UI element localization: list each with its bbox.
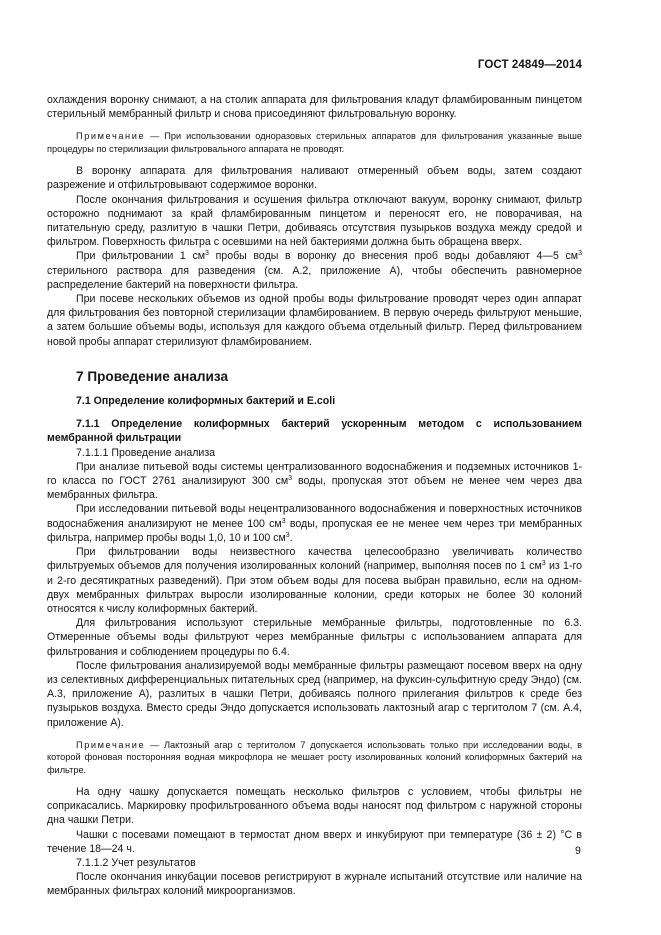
page-number: 9 (575, 845, 581, 857)
paragraph: После фильтрования анализируемой воды мембранные фильтры размещают посевом вверх на одну из селективных дифференциальных питательных сред (например, на фуксин-сульфитную среду Эндо) (см. А.3, приложение А), разлитых в чашки Петри, добиваясь полного прилегания фильтров к среде без пузырьков воздуха. Вместо среды Эндо допускается использовать лактозный агар с тергитолом 7 (см. А.4, приложение А). (47, 659, 582, 729)
text-run: . (289, 531, 293, 544)
paragraph: Чашки с посевами помещают в термостат дном вверх и инкубируют при температуре (36 ± 2) °С в течение 18—24 ч. (47, 828, 582, 855)
section-heading: 7 Проведение анализа (76, 368, 229, 384)
page-header-standard: ГОСТ 24849—2014 (477, 59, 582, 71)
paragraph: В воронку аппарата для фильтрования наливают отмеренный объем воды, затем создают разрежение и отфильтровывают содержимое воронки. (47, 165, 582, 192)
text-run: При фильтровании воды неизвестного качества целесообразно увеличивать количество фильтруемых объемов для получения изолированных колоний (например, выполняя посев по 1 см (47, 546, 582, 573)
paragraph: После окончания инкубации посевов регистрируют в журнале испытаний отсутствие или наличие на мембранных фильтрах колоний микроорганизмов. (47, 871, 582, 898)
paragraph (47, 460, 582, 503)
paragraph: охлаждения воронку снимают, а на столик аппарата для фильтрования кладут фламбированным пинцетом стерильный мембранный фильтр и снова присоединяют фильтровальную воронку. (47, 94, 582, 121)
paragraph: Для фильтрования используют стерильные мембранные фильтры, подготовленные по 6.3. Отмеренные объемы воды фильтруют через мембранные фильтры с использованием аппарата для фильтрования и соблюдением процедуры по 6.4. (47, 617, 582, 658)
text-run: При анализе питьевой воды системы централизованного водоснабжения и подземных источников 1-го класса по ГОСТ 2761 анализируют 300 см (47, 460, 582, 488)
superscript: 3 (541, 560, 546, 568)
note-text: — Лактозный агар с тергитолом 7 допускается использовать только при исследовании воды, в которой фоновая посторонняя водная микрофлора не мешает росту изолированных колоний колиформных бактерий на фильтре. (47, 739, 582, 775)
clause-heading: 7.1.1.2 Учет результатов (76, 856, 196, 869)
text-run: При фильтровании 1 см (76, 250, 206, 263)
paragraph (47, 545, 582, 616)
superscript: 3 (281, 517, 286, 525)
text-run: пробы воды в воронку до внесения проб воды добавляют 4—5 см (208, 250, 579, 263)
text-run: из 1-го и 2-го десятикратных разведений). При этом объем воды для посева выбран правильно, если на одном-двух мембранных фильтрах выросли изолированные колонии, среди которых не более 30 колоний относятся к числу колиформных бактерий. (47, 560, 582, 615)
subsubsection-heading: 7.1.1 Определение колиформных бактерий ускоренным методом с использованием мембранной фильтрации (47, 418, 582, 445)
document-body (47, 93, 582, 899)
text-run: При исследовании питьевой воды нецентрализованного водоснабжения и поверхностных источников водоснабжения анализируют не менее 100 см (47, 503, 582, 530)
subsection-heading: 7.1 Определение колиформных бактерий и E.coli (76, 395, 336, 408)
note-label: Примечание (76, 131, 146, 142)
clause-heading: 7.1.1.1 Проведение анализа (76, 446, 216, 459)
note-text: — При использовании одноразовых стерильных аппаратов для фильтрования указанные выше процедуры по стерилизации фильтровального аппарата не проводят. (47, 131, 582, 154)
superscript: 3 (205, 250, 209, 258)
paragraph: На одну чашку допускается помещать несколько фильтров с условием, чтобы фильтры не соприкасались. Маркировку профильтрованного объема воды наносят под фильтром с наружной стороны дна чашки Петри. (47, 785, 582, 827)
paragraph: После окончания фильтрования и осушения фильтра отключают вакуум, воронку снимают, фильтр осторожно поднимают за край фламбированным пинцетом и переносят его, не поворачивая, на питательную среду, разлитую в чашки Петри, добиваясь отсутствия пузырьков воздуха между средой и фильтром. Поверхность фильтра с осевшими на ней бактериями должна быть обращена вверх. (47, 193, 582, 249)
paragraph (47, 249, 582, 292)
note (47, 130, 582, 155)
text-run: воды, пропуская этот объем не менее чем через два мембранных фильтра. (47, 475, 582, 502)
paragraph (47, 502, 582, 545)
superscript: 3 (578, 250, 582, 258)
note-label: Примечание (76, 739, 146, 750)
paragraph: При посеве нескольких объемов из одной пробы воды фильтрование проводят через один аппарат для фильтрования без повторной стерилизации фламбированием. В первую очередь фильтруют меньшие, а затем большие объемы воды, используя для каждого объема отдельный фильтр. Перед фильтрованием новой пробы аппарат стерилизуют фламбированием. (47, 293, 582, 348)
superscript: 3 (288, 475, 293, 483)
text-run: стерильного раствора для разведения (см. А.2, приложение А), чтобы обеспечить равномерное распределение бактерий на поверхности фильтра. (47, 264, 582, 291)
superscript: 3 (285, 531, 290, 539)
note (47, 739, 582, 776)
text-run: воды, пропуская ее не менее чем через три мембранных фильтра, например пробы воды 1,0, 10 и 100 см (47, 517, 582, 544)
